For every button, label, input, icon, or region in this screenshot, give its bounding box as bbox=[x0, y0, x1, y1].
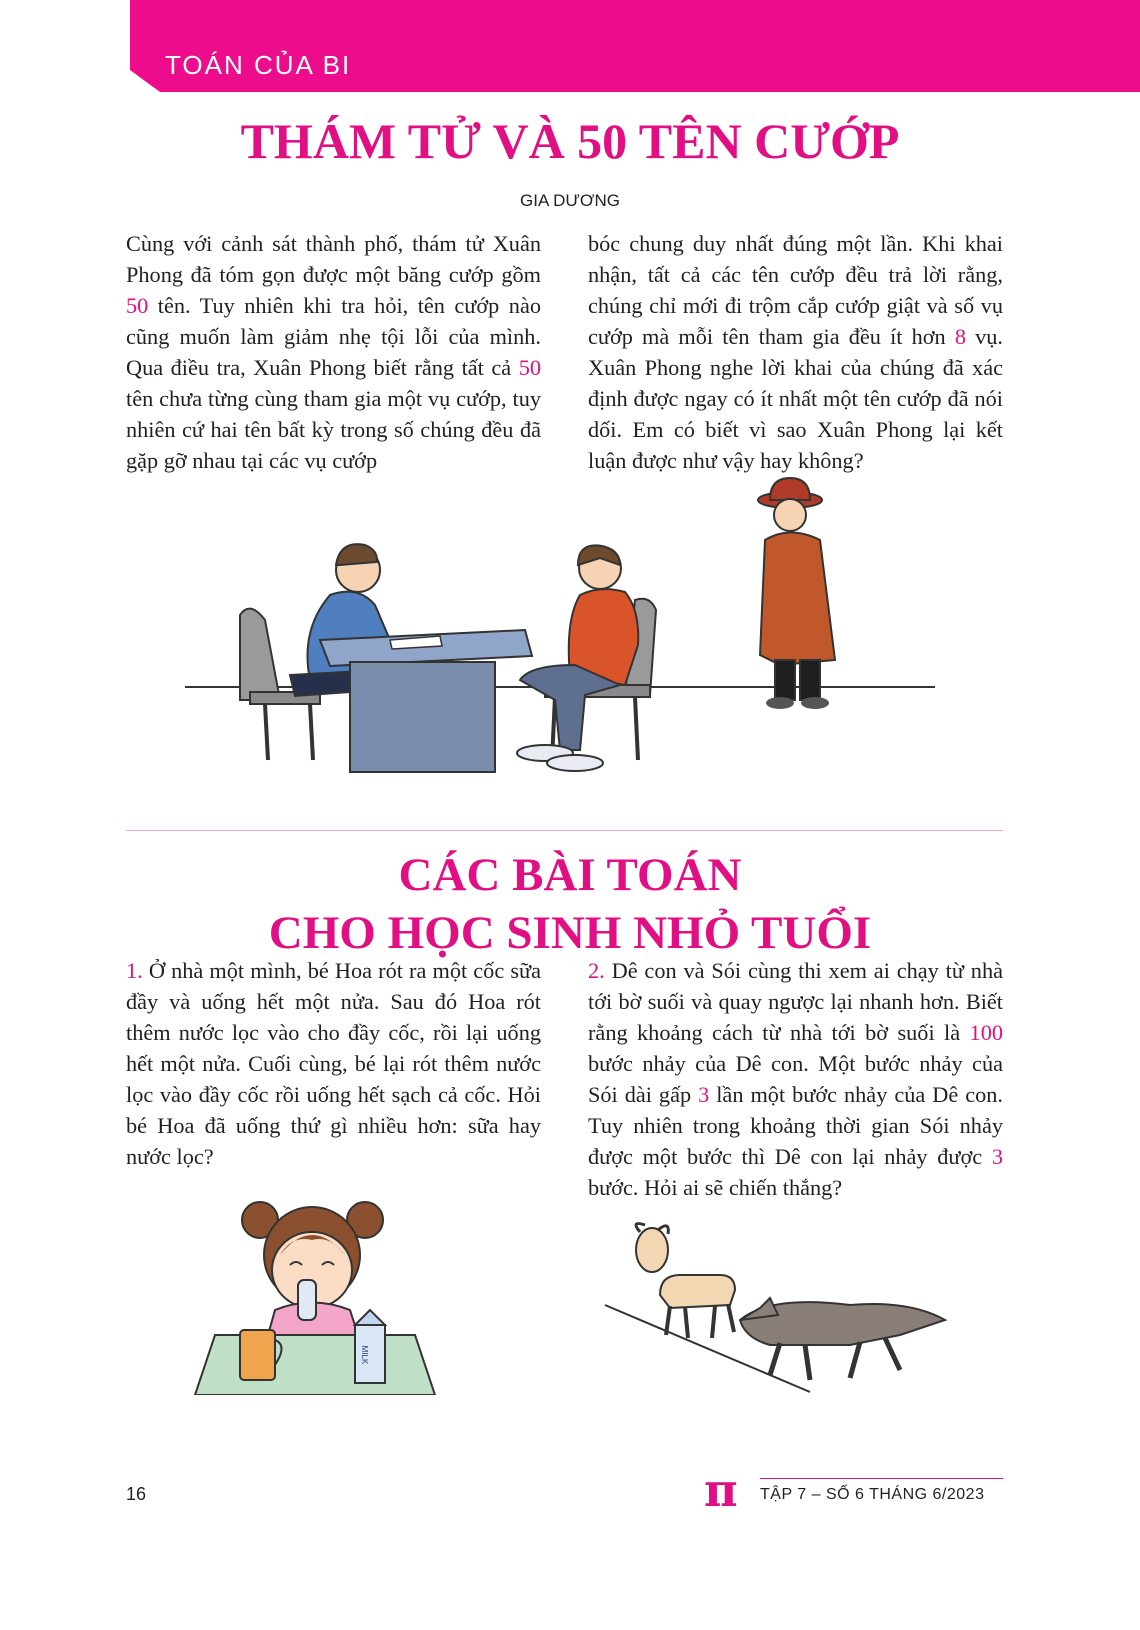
page-number: 16 bbox=[126, 1484, 147, 1504]
section-label: TOÁN CỦA BI bbox=[165, 50, 352, 80]
goat-wolf-illustration bbox=[600, 1220, 960, 1395]
section-title: CÁC BÀI TOÁN CHO HỌC SINH NHỎ TUỔI bbox=[268, 849, 872, 959]
section-divider bbox=[126, 830, 1003, 831]
problem-1: 1. Ở nhà một mình, bé Hoa rót ra một cốc sữa đầy và uống hết một nửa. Sau đó Hoa rót thêm nước lọc vào cho đầy cốc, rồi lại uống hết một nửa. Cuối cùng, bé lại rót thêm nước lọc vào đầy cốc rồi uống hết sạch cả cốc. Hỏi bé Hoa đã uống thứ gì nhiều hơn: sữa hay nước lọc? bbox=[126, 958, 541, 1169]
article1-column-1: Cùng với cảnh sát thành phố, thám tử Xuân Phong đã tóm gọn được một băng cướp gồm 50 tên. Tuy nhiên khi tra hỏi, tên cướp nào cũng muốn làm giảm nhẹ tội lỗi của mình. Qua điều tra, Xuân Phong biết rằng tất cả 50 tên chưa từng cùng tham gia một vụ cướp, tuy nhiên cứ hai tên bất kỳ trong số chúng đều đã gặp gỡ nhau tại các vụ cướp bbox=[126, 231, 541, 473]
milk-carton-label: MILK bbox=[360, 1345, 369, 1365]
pi-logo: π bbox=[704, 1463, 738, 1517]
girl-drinking-illustration bbox=[180, 1195, 510, 1395]
problem-2: 2. Dê con và Sói cùng thi xem ai chạy từ nhà tới bờ suối và quay ngược lại nhanh hơn. Biết rằng khoảng cách từ nhà tới bờ suối là 100 bước nhảy của Dê con. Một bước nhảy của Sói dài gấp 3 lần một bước nhảy của Dê con. Tuy nhiên trong khoảng thời gian Sói nhảy được một bước thì Dê con lại nhảy được 3 bước. Hỏi ai sẽ chiến thắng? bbox=[588, 958, 1003, 1200]
interrogation-illustration bbox=[180, 470, 940, 790]
issue-label: TẬP 7 – SỐ 6 THÁNG 6/2023 bbox=[760, 1486, 985, 1503]
author: GIA DƯƠNG bbox=[520, 191, 620, 210]
article1-column-2: bóc chung duy nhất đúng một lần. Khi khai nhận, tất cả các tên cướp đều trả lời rằng, chúng chỉ mới đi trộm cắp cướp giật và số vụ cướp mà mỗi tên tham gia đều ít hơn 8 vụ. Xuân Phong nghe lời khai của chúng đã xác định được ngay có ít nhất một tên cướp đã nói dối. Em có biết vì sao Xuân Phong lại kết luận được như vậy hay không? bbox=[588, 231, 1003, 473]
issue-rule bbox=[760, 1478, 1003, 1479]
article-title: THÁM TỬ VÀ 50 TÊN CƯỚP bbox=[240, 113, 900, 169]
